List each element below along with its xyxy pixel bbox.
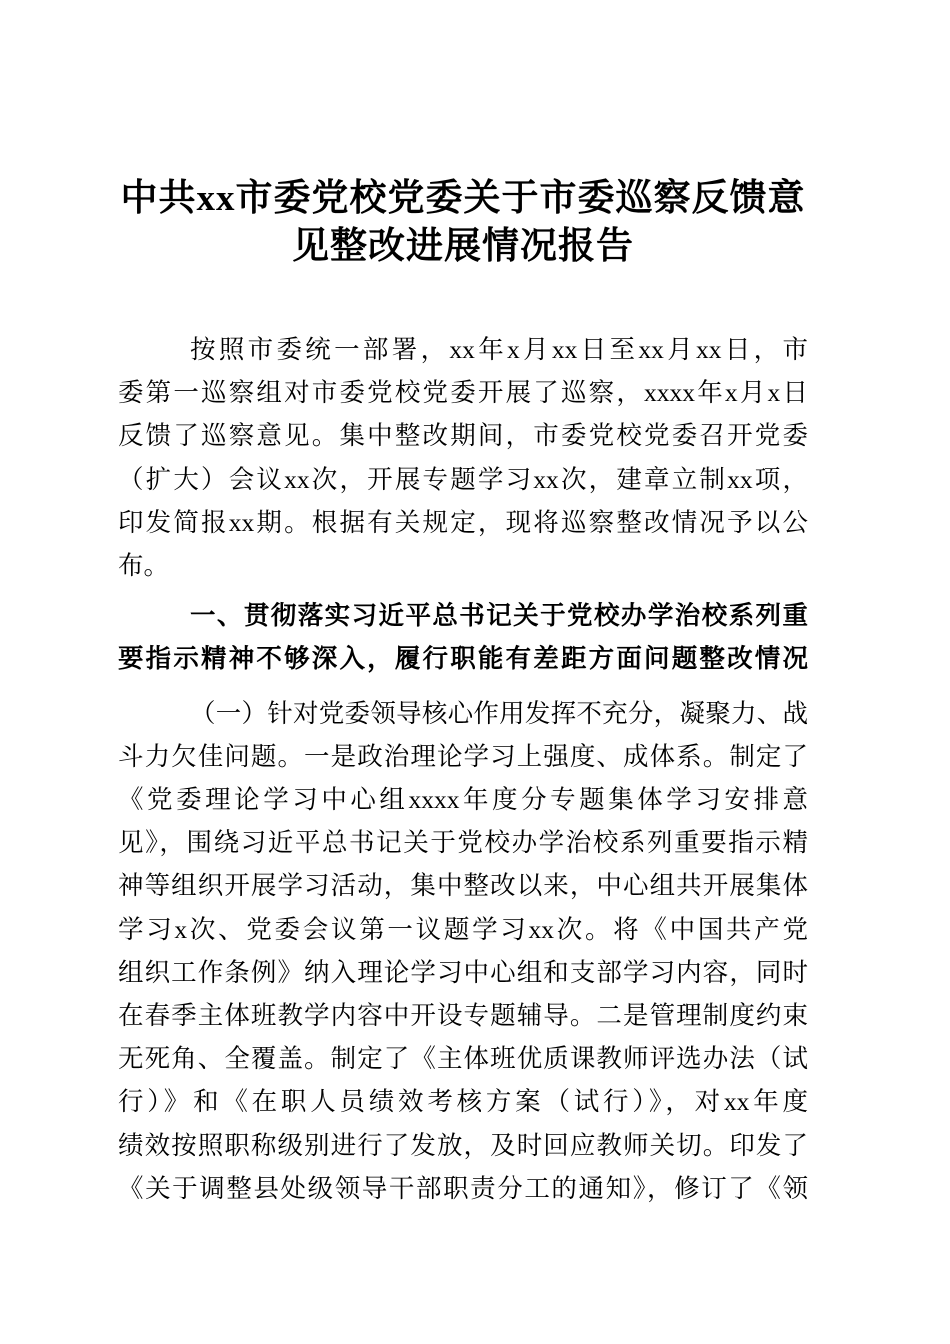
- text-line: 印发简报xx期。根据有关规定，现将巡察整改情况予以公: [118, 507, 808, 537]
- text-line: 委第一巡察组对市委党校党委开展了巡察，xxxx年x月x日: [118, 378, 808, 408]
- text-line: 《关于调整县处级领导干部职责分工的通知》，修订了《领: [118, 1173, 808, 1203]
- text-line: 一、贯彻落实习近平总书记关于党校办学治校系列重: [190, 602, 808, 631]
- text-line: 按照市委统一部署，xx年x月xx日至xx月xx日，市: [190, 335, 808, 364]
- text-line: （一）针对党委领导核心作用发挥不充分，凝聚力、战: [190, 698, 808, 728]
- text-line: 绩效按照职称级别进行了发放，及时回应教师关切。印发了: [118, 1130, 808, 1160]
- text-line: 布。: [118, 551, 170, 581]
- section-heading: [118, 595, 808, 681]
- text-line: 组织工作条例》纳入理论学习中心组和支部学习内容，同时: [118, 957, 808, 987]
- text-line: 行）》和《在职人员绩效考核方案（试行）》，对xx年度: [118, 1087, 808, 1117]
- text-line: 《党委理论学习中心组xxxx年度分专题集体学习安排意: [118, 785, 808, 815]
- text-line: 斗力欠佳问题。一是政治理论学习上强度、成体系。制定了: [118, 741, 808, 771]
- text-line: 反馈了巡察意见。集中整改期间，市委党校党委召开党委: [118, 421, 808, 451]
- text-line: 神等组织开展学习活动，集中整改以来，中心组共开展集体: [118, 871, 808, 901]
- text-line: 在春季主体班教学内容中开设专题辅导。二是管理制度约束: [118, 1001, 808, 1031]
- document-body: [118, 328, 808, 1210]
- text-line: 见》，围绕习近平总书记关于党校办学治校系列重要指示精: [118, 828, 808, 858]
- text-line: 要指示精神不够深入，履行职能有差距方面问题整改情况: [118, 645, 808, 674]
- paragraph: [118, 328, 808, 587]
- title-line: 中共xx市委党校党委关于市委巡察反馈意: [120, 178, 806, 219]
- text-line: 学习x次、党委会议第一议题学习xx次。将《中国共产党: [118, 914, 808, 944]
- title-line: 见整改进展情况报告: [292, 226, 634, 267]
- document-title: [118, 175, 808, 271]
- paragraph: [118, 692, 808, 1210]
- text-line: 无死角、全覆盖。制定了《主体班优质课教师评选办法（试: [118, 1044, 808, 1074]
- text-line: （扩大）会议xx次，开展专题学习xx次，建章立制xx项，: [118, 464, 808, 494]
